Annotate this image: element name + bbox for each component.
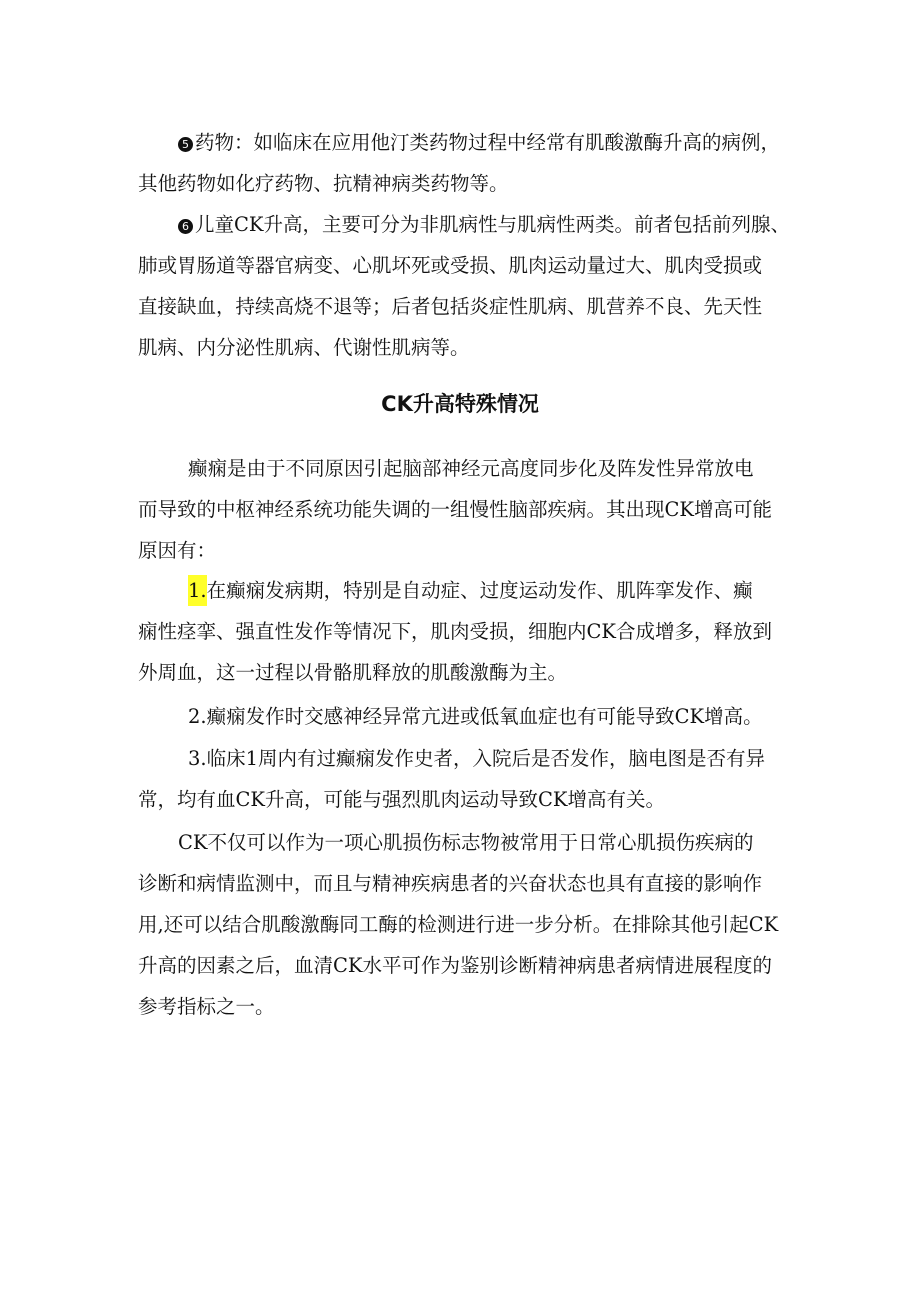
intro-paragraph	[138, 448, 798, 571]
text-line: 常，均有血CK升高，可能与强烈肌肉运动导致CK增高有关。	[138, 788, 665, 811]
text-line: 直接缺血，持续高烧不退等；后者包括炎症性肌病、肌营养不良、先天性	[138, 295, 763, 318]
text-line: 2.癫痫发作时交感神经异常亢进或低氧血症也有可能导致CK增高。	[188, 705, 763, 728]
point-1	[138, 570, 798, 693]
text-line: 原因有：	[138, 539, 217, 562]
text-line: 癫痫是由于不同原因引起脑部神经元高度同步化及阵发性异常放电	[188, 457, 754, 480]
circled-number-6: 6	[178, 219, 193, 234]
text-line: 3.临床1周内有过癫痫发作史者，入院后是否发作，脑电图是否有异	[188, 747, 766, 770]
text-line: 升高的因素之后，血清CK水平可作为鉴别诊断精神病患者病情进展程度的	[138, 954, 772, 977]
text-line: 外周血，这一过程以骨骼肌释放的肌酸激酶为主。	[138, 661, 568, 684]
conclusion-paragraph	[138, 822, 798, 1027]
section-heading: CK升高特殊情况	[381, 392, 539, 416]
text-line: 肺或胃肠道等器官病变、心肌坏死或受损、肌肉运动量过大、肌肉受损或	[138, 254, 763, 277]
circled-number-5: 5	[178, 137, 193, 152]
highlighted-number: 1.	[188, 575, 207, 606]
list-item-5	[138, 122, 798, 204]
text-line: 用,还可以结合肌酸激酶同工酶的检测进行进一步分析。在排除其他引起CK	[138, 913, 779, 936]
point-2	[138, 696, 798, 737]
list-item-6	[138, 204, 798, 368]
text-line: 参考指标之一。	[138, 995, 275, 1018]
point-3	[138, 738, 798, 820]
text-line: CK不仅可以作为一项心肌损伤标志物被常用于日常心肌损伤疾病的	[178, 831, 754, 854]
text-line: 5 药物：如临床在应用他汀类药物过程中经常有肌酸激酶升高的病例，	[138, 122, 798, 163]
text-line: 而导致的中枢神经系统功能失调的一组慢性脑部疾病。其出现CK增高可能	[138, 498, 772, 521]
text-line: 肌病、内分泌性肌病、代谢性肌病等。	[138, 336, 470, 359]
text-line: 痫性痉挛、强直性发作等情况下，肌肉受损，细胞内CK合成增多，释放到	[138, 620, 772, 643]
text-line: 6 儿童CK升高，主要可分为非肌病性与肌病性两类。前者包括前列腺、	[138, 204, 798, 245]
text-line: 1.在癫痫发病期，特别是自动症、过度运动发作、肌阵挛发作、癫	[138, 570, 798, 611]
text-line: 诊断和病情监测中，而且与精神疾病患者的兴奋状态也具有直接的影响作	[138, 872, 763, 895]
text-line: 其他药物如化疗药物、抗精神病类药物等。	[138, 172, 509, 195]
